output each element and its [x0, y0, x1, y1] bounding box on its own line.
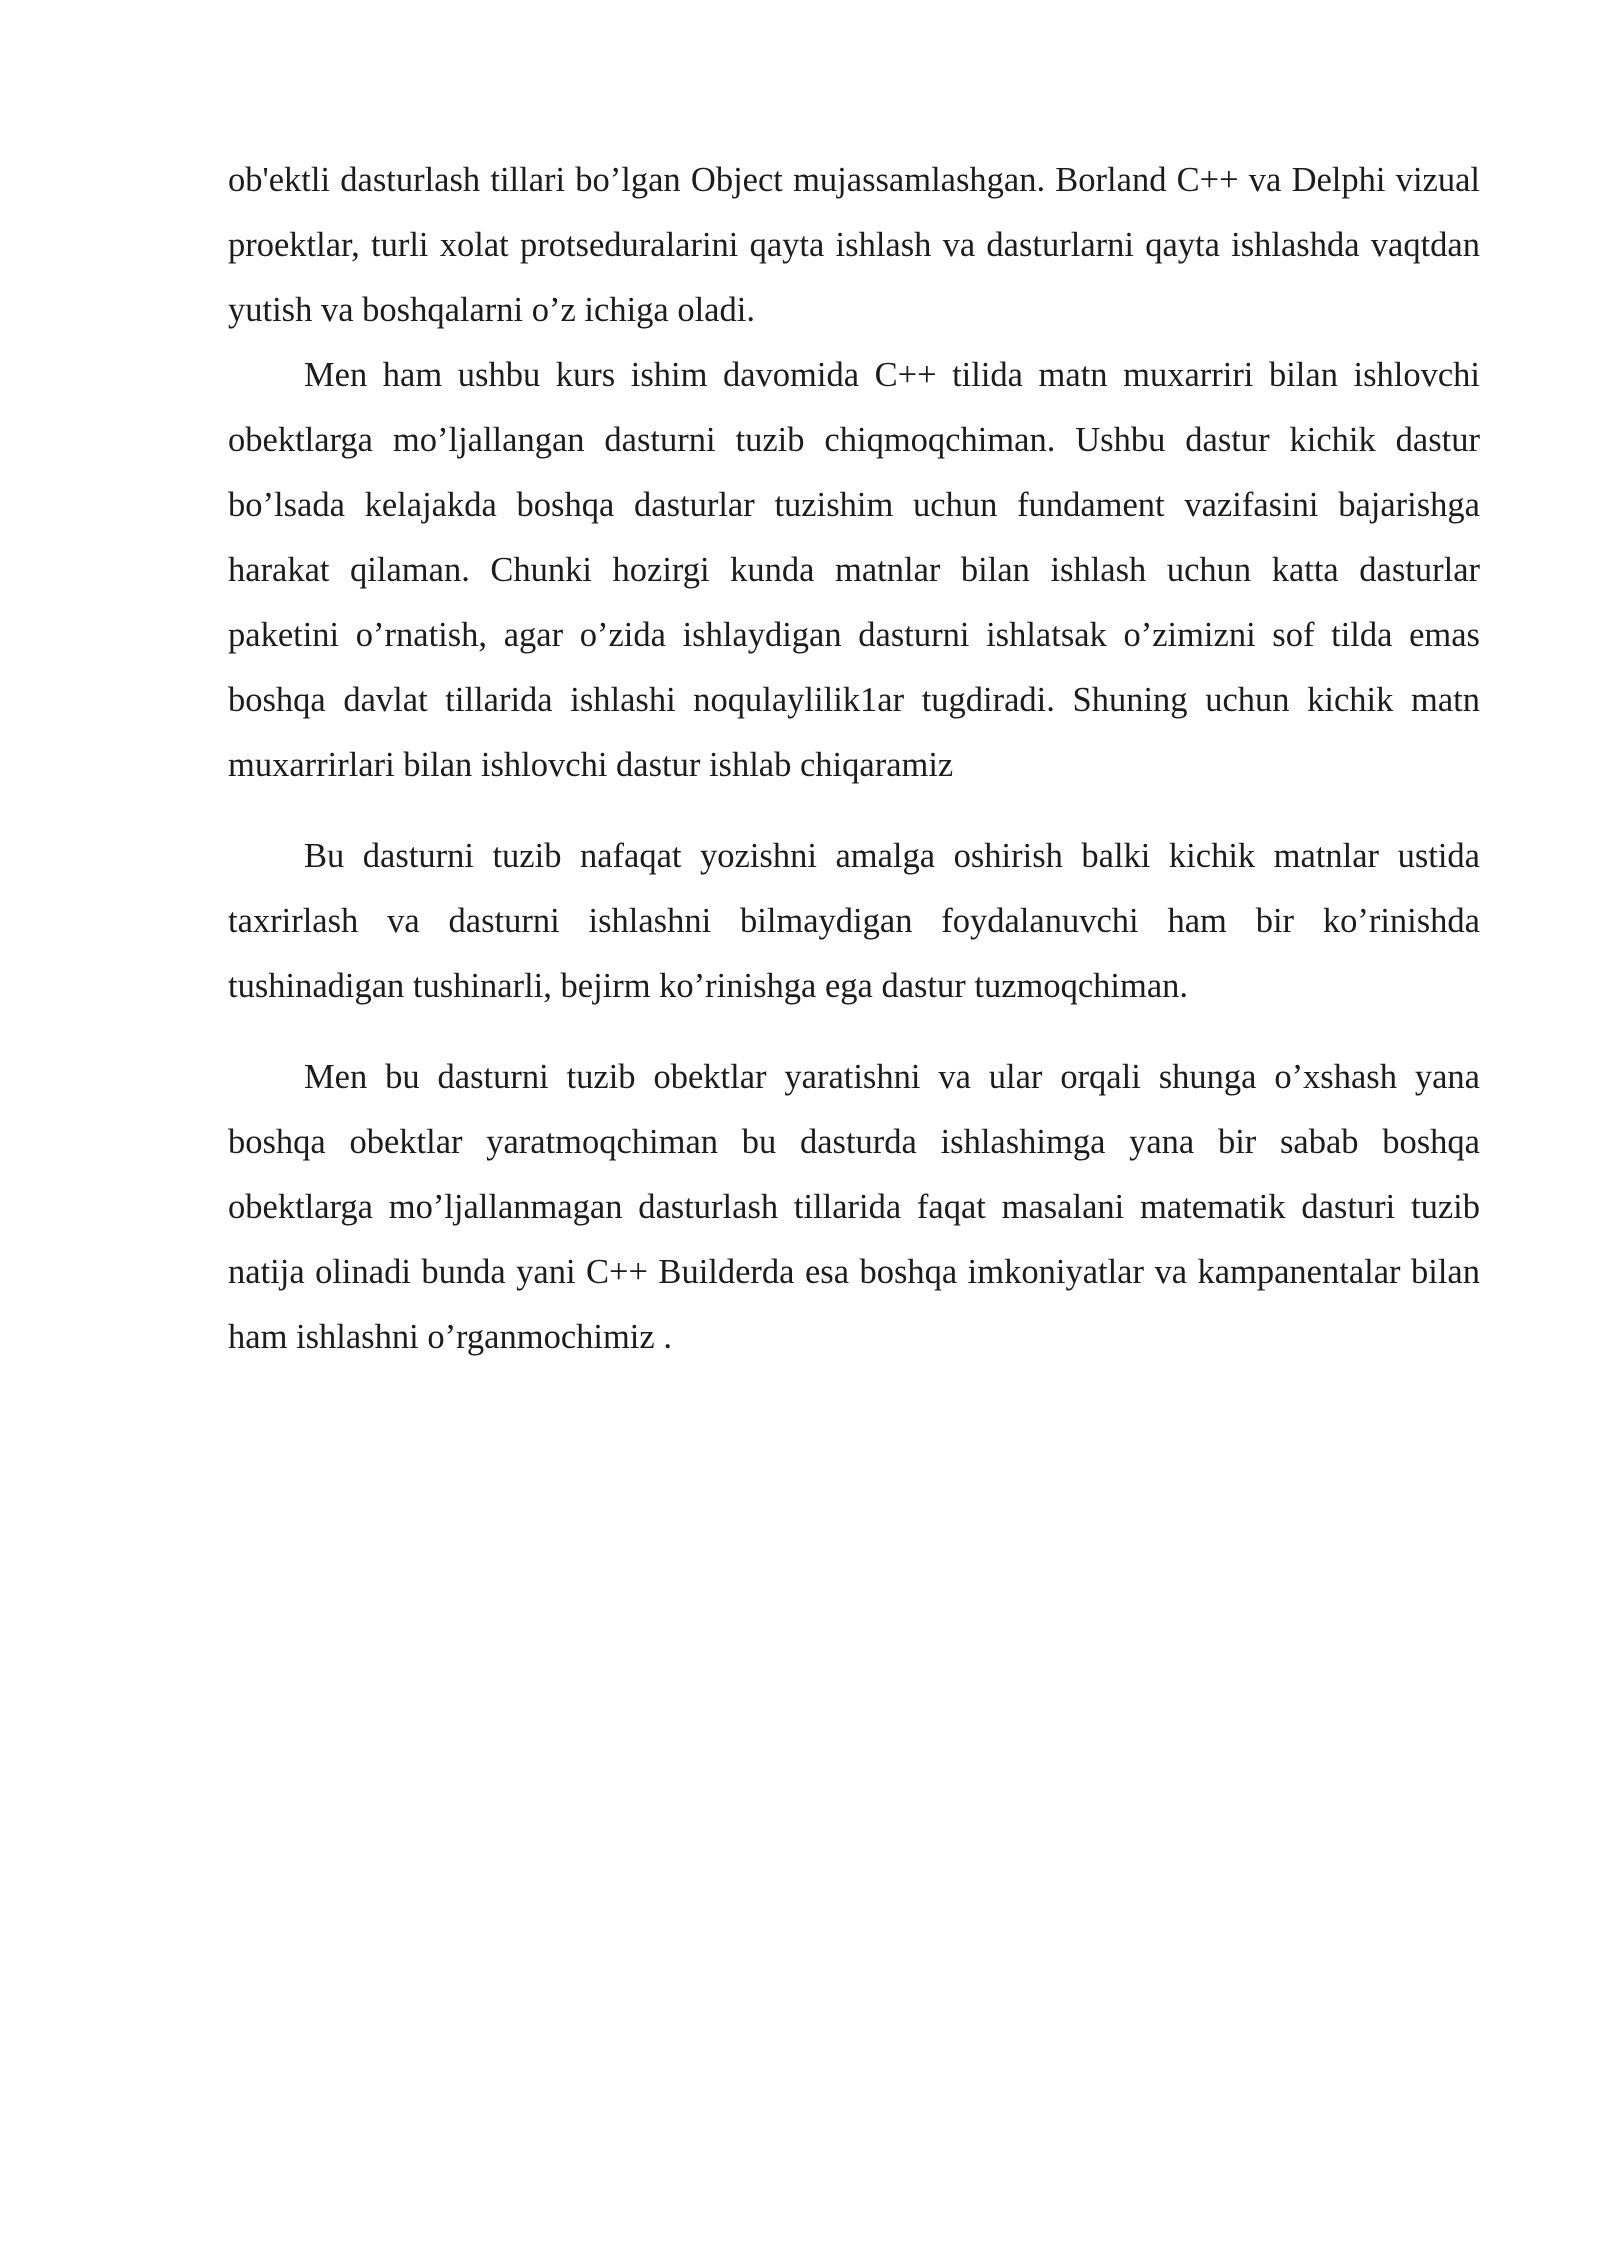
- paragraph-2: Men ham ushbu kurs ishim davomida C++ tilida matn muxarriri bilan ishlovchi obektlarga mo’ljallangan dasturni tuzib chiqmoqchiman. Ushbu dastur kichik dastur bo’lsada kelajakda boshqa dasturlar tuzishim uchun fundament vazifasini bajarishga harakat qilaman. Chunki hozirgi kunda matnlar bilan ishlash uchun katta dasturlar paketini o’rnatish, agar o’zida ishlaydigan dasturni ishlatsak o’zimizni sof tilda emas boshqa davlat tillarida ishlashi noqulaylilik1ar tugdiradi. Shuning uchun kichik matn muxarrirlari bilan ishlovchi dastur ishlab chiqaramiz: [228, 356, 1480, 784]
- document-body: [228, 148, 1480, 1370]
- paragraph-1: ob'ektli dasturlash tillari bo’lgan Object mujassamlashgan. Borland C++ va Delphi vizual proektlar, turli xolat protseduralarini qayta ishlash va dasturlarni qayta ishlashda vaqtdan yutish va boshqalarni o’z ichiga oladi.: [228, 161, 1480, 329]
- paragraph-3: Bu dasturni tuzib nafaqat yozishni amalga oshirish balki kichik matnlar ustida taxrirlash va dasturni ishlashni bilmaydigan foydalanuvchi ham bir ko’rinishda tushinadigan tushinarli, bejirm ko’rinishga ega dastur tuzmoqchiman.: [228, 837, 1480, 1005]
- paragraph-4: Men bu dasturni tuzib obektlar yaratishni va ular orqali shunga o’xshash yana boshqa obektlar yaratmoqchiman bu dasturda ishlashimga yana bir sabab boshqa obektlarga mo’ljallanmagan dasturlash tillarida faqat masalani matematik dasturi tuzib natija olinadi bunda yani C++ Builderda esa boshqa imkoniyatlar va kampanentalar bilan ham ishlashni o’rganmochimiz .: [228, 1058, 1480, 1356]
